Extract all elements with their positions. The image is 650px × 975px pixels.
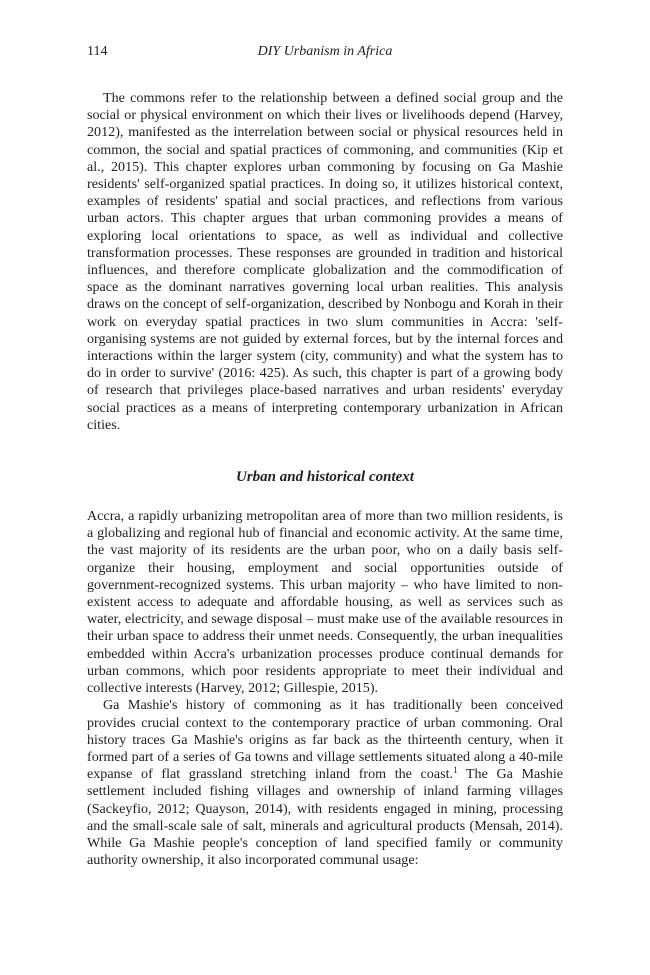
section-paragraph-2-text-a: Ga Mashie's history of commoning as it has traditionally been conceived provides crucial context to the contemporary practice of urban commoning. Oral history traces Ga Mashie's origins as far back as the thirteenth century, when it formed part of a series of Ga towns and village settlements situated along a 40-mile expanse of flat grassland stretching inland from the coast. [87,697,563,783]
section-paragraph-2-text-b: The Ga Mashie settlement included fishing villages and ownership of inland farming villages (Sackeyfio, 2012; Quayson, 2014), with residents engaged in mining, processing and the small-scale sale of salt, minerals and agricultural products (Mensah, 2014). While Ga Mashie people's conception of land specified family or community authority ownership, it also incorporated communal usage: [87,766,563,869]
running-head-title: DIY Urbanism in Africa [257,44,393,59]
body-text [87,90,563,869]
intro-paragraph: The commons refer to the relationship between a defined social group and the social or physical environment on which their lives or livelihoods depend (Harvey, 2012), manifested as the interrelation between social or physical resources held in common, the social and spatial practices of commoning, and communities (Kip et al., 2015). This chapter explores urban commoning by focusing on Ga Mashie residents' self-organized spatial practices. In doing so, it utilizes historical context, examples of residents' spatial and social practices, and reflections from various urban actors. This chapter argues that urban commoning provides a means of exploring local orientations to space, as well as individual and collective transformation processes. These responses are grounded in tradition and historical influences, and therefore complicate globalization and the commodification of space as the dominant narratives governing local urban realities. This analysis draws on the concept of self-organization, described by Nonbogu and Korah in their work on everyday spatial practices in two slum communities in Accra: 'self-organising systems are not guided by external forces, but by the internal forces and interactions within the larger system (city, community) and what the system has to do in order to survive' (2016: 425). As such, this chapter is part of a growing body of research that privileges place-based narratives and urban residents' everyday social practices as a means of interpreting contemporary urbanization in African cities. [87,90,563,433]
running-head [87,40,563,64]
section-paragraph-1: Accra, a rapidly urbanizing metropolitan area of more than two million residents, is a globalizing and regional hub of financial and economic activity. At the same time, the vast majority of its residents are the urban poor, who on a daily basis self-organize their housing, employment and social opportunities outside of government-recognized systems. This urban majority – who have limited to non-existent access to adequate and affordable housing, as well as services such as water, electricity, and sewage disposal – must make use of the available resources in their urban space to address their unmet needs. Consequently, the urban inequalities embedded within Accra's urbanization processes produce continual demands for urban commons, which poor residents appropriate to meet their individual and collective interests (Harvey, 2012; Gillespie, 2015). [87,508,563,697]
footnote-marker: 1 [453,765,458,776]
book-page [87,40,563,869]
section-paragraph-2 [87,697,563,869]
section-heading: Urban and historical context [236,469,414,486]
page-number: 114 [87,44,108,59]
